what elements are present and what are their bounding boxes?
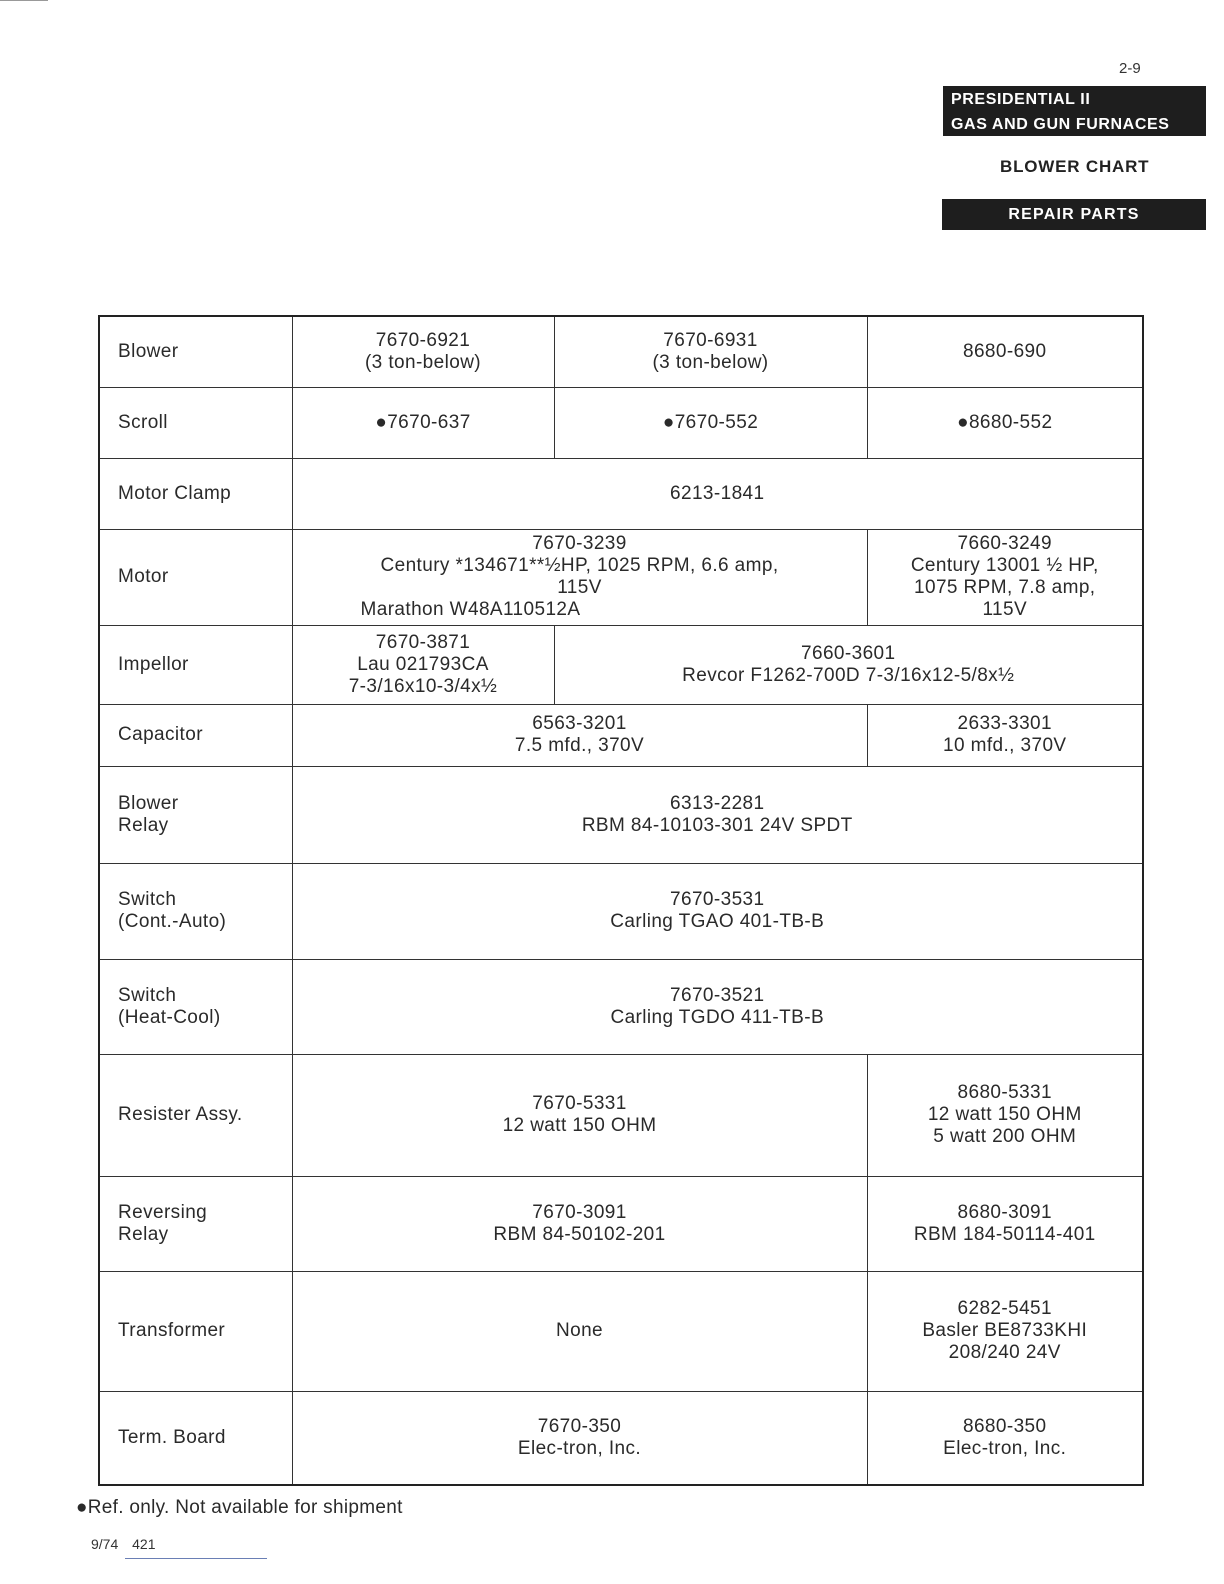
part-cell: 7670-6931 (3 ton-below) <box>554 316 867 387</box>
table-row <box>99 625 1143 704</box>
table-row <box>99 704 1143 766</box>
part-cell: ●7670-637 <box>292 387 554 458</box>
part-cell: 7670-3871 Lau 021793CA 7-3/16x10-3/4x½ <box>292 625 554 704</box>
part-cell: ●7670-552 <box>554 387 867 458</box>
table-row <box>99 863 1143 959</box>
part-cell: 2633-3301 10 mfd., 370V <box>867 704 1143 766</box>
part-name: Capacitor <box>99 704 292 766</box>
part-name: Switch (Cont.-Auto) <box>99 863 292 959</box>
part-cell: 8680-690 <box>867 316 1143 387</box>
part-name: Motor <box>99 529 292 625</box>
table-row <box>99 1176 1143 1271</box>
part-cell: 7670-350 Elec-tron, Inc. <box>292 1391 867 1485</box>
part-name: Impellor <box>99 625 292 704</box>
part-name: Blower <box>99 316 292 387</box>
part-cell: 7670-3239 Century *134671**½HP, 1025 RPM, 6.6 amp, 115V Marathon W48A110512A <box>292 529 867 625</box>
table-row <box>99 1391 1143 1485</box>
part-cell: 7670-3531 Carling TGAO 401-TB-B <box>292 863 1143 959</box>
part-cell: 7670-5331 12 watt 150 OHM <box>292 1054 867 1176</box>
document-code: 9/74 421 <box>91 1536 156 1552</box>
part-cell: 8680-350 Elec-tron, Inc. <box>867 1391 1143 1485</box>
part-name: Switch (Heat-Cool) <box>99 959 292 1054</box>
part-cell: 7660-3249 Century 13001 ½ HP, 1075 RPM, 7.8 amp, 115V <box>867 529 1143 625</box>
title-line-1: PRESIDENTIAL II <box>951 91 1091 108</box>
part-cell: 7670-3521 Carling TGDO 411-TB-B <box>292 959 1143 1054</box>
scan-edge-mark <box>0 0 48 1</box>
part-cell: ●8680-552 <box>867 387 1143 458</box>
category-banner: REPAIR PARTS <box>942 199 1206 230</box>
table-row <box>99 766 1143 863</box>
part-cell: 7670-6921 (3 ton-below) <box>292 316 554 387</box>
part-cell: 7670-3091 RBM 84-50102-201 <box>292 1176 867 1271</box>
footnote: ●Ref. only. Not available for shipment <box>76 1497 403 1518</box>
table-row <box>99 387 1143 458</box>
part-cell: 6563-3201 7.5 mfd., 370V <box>292 704 867 766</box>
part-cell: 8680-3091 RBM 184-50114-401 <box>867 1176 1143 1271</box>
table-row <box>99 1054 1143 1176</box>
table-row <box>99 458 1143 529</box>
part-name: Scroll <box>99 387 292 458</box>
table-row <box>99 1271 1143 1391</box>
part-cell: 6282-5451 Basler BE8733KHI 208/240 24V <box>867 1271 1143 1391</box>
part-name: Resister Assy. <box>99 1054 292 1176</box>
part-cell: None <box>292 1271 867 1391</box>
part-name: Blower Relay <box>99 766 292 863</box>
part-cell: 6213-1841 <box>292 458 1143 529</box>
table-row <box>99 959 1143 1054</box>
part-name: Transformer <box>99 1271 292 1391</box>
part-name: Term. Board <box>99 1391 292 1485</box>
part-cell: 6313-2281 RBM 84-10103-301 24V SPDT <box>292 766 1143 863</box>
document-title-banner <box>943 86 1206 136</box>
part-name: Motor Clamp <box>99 458 292 529</box>
part-name: Reversing Relay <box>99 1176 292 1271</box>
part-cell: 7660-3601 Revcor F1262-700D 7-3/16x12-5/8x½ <box>554 625 1143 704</box>
title-line-2: GAS AND GUN FURNACES <box>951 116 1170 133</box>
part-cell: 8680-5331 12 watt 150 OHM 5 watt 200 OHM <box>867 1054 1143 1176</box>
divider <box>125 1558 267 1559</box>
table-row <box>99 316 1143 387</box>
page-number: 2-9 <box>1119 60 1141 77</box>
section-heading: BLOWER CHART <box>1000 157 1150 176</box>
parts-table <box>98 315 1144 1486</box>
table-row <box>99 529 1143 625</box>
